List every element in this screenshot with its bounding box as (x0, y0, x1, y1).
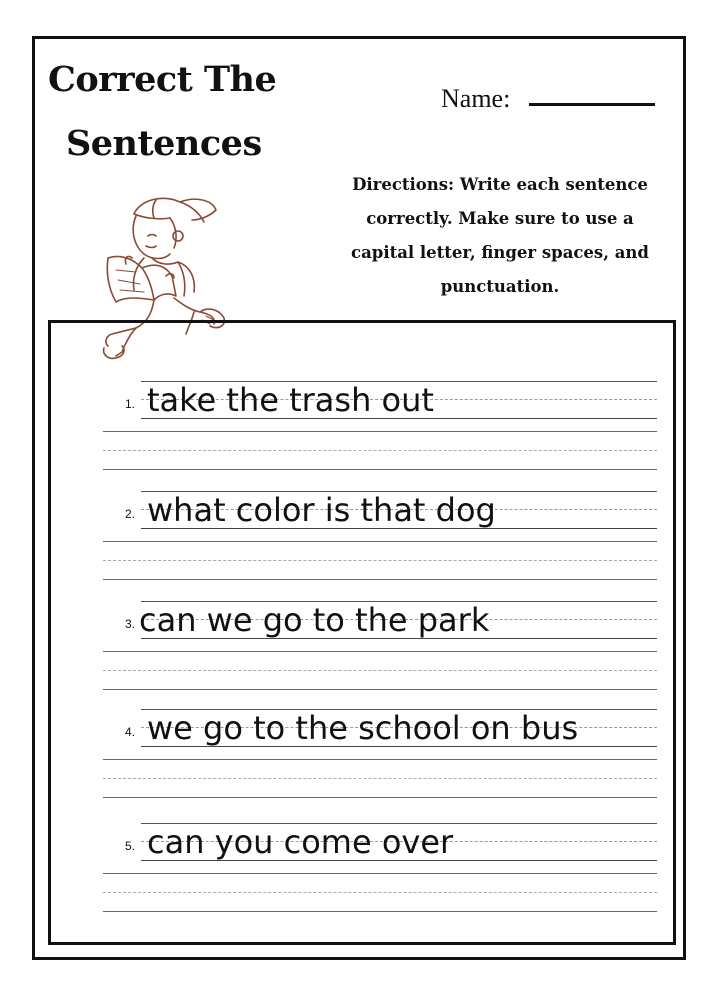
sentence-row (51, 709, 673, 817)
worksheet-title-line1: Correct The (48, 59, 277, 100)
sentence-text: we go to the school on bus (147, 709, 579, 747)
item-number: 4. (125, 725, 136, 739)
writing-line-mid[interactable] (103, 892, 657, 893)
sentence-row (51, 381, 673, 489)
item-number: 5. (125, 839, 136, 853)
sentence-text: can you come over (147, 823, 454, 861)
sentence-text: what color is that dog (147, 491, 496, 529)
writing-line-mid[interactable] (103, 778, 657, 779)
sentence-text: can we go to the park (139, 601, 490, 639)
sentence-row (51, 823, 673, 931)
writing-line-base[interactable] (103, 579, 657, 580)
writing-line-top[interactable] (103, 759, 657, 760)
writing-line-top[interactable] (103, 873, 657, 874)
writing-line-mid[interactable] (103, 560, 657, 561)
writing-line-base[interactable] (103, 797, 657, 798)
worksheet-title-line2: Sentences (66, 123, 262, 164)
item-number: 1. (125, 397, 136, 411)
writing-line-base[interactable] (103, 911, 657, 912)
writing-area (48, 320, 676, 945)
writing-line-mid[interactable] (103, 670, 657, 671)
item-number: 2. (125, 507, 136, 521)
name-label: Name: (441, 84, 511, 113)
writing-line-base[interactable] (103, 689, 657, 690)
writing-line-top[interactable] (103, 541, 657, 542)
writing-line-top[interactable] (103, 651, 657, 652)
writing-line-base[interactable] (103, 469, 657, 470)
writing-line-top[interactable] (103, 431, 657, 432)
sentence-row (51, 601, 673, 709)
sentence-row (51, 491, 673, 599)
name-field-line[interactable] (529, 103, 655, 106)
writing-line-mid[interactable] (103, 450, 657, 451)
sentence-text: take the trash out (147, 381, 434, 419)
item-number: 3. (125, 617, 136, 631)
directions-text: Directions: Write each sentence correctly. Make sure to use a capital letter, finger spaces, and punctuation. (351, 175, 649, 296)
